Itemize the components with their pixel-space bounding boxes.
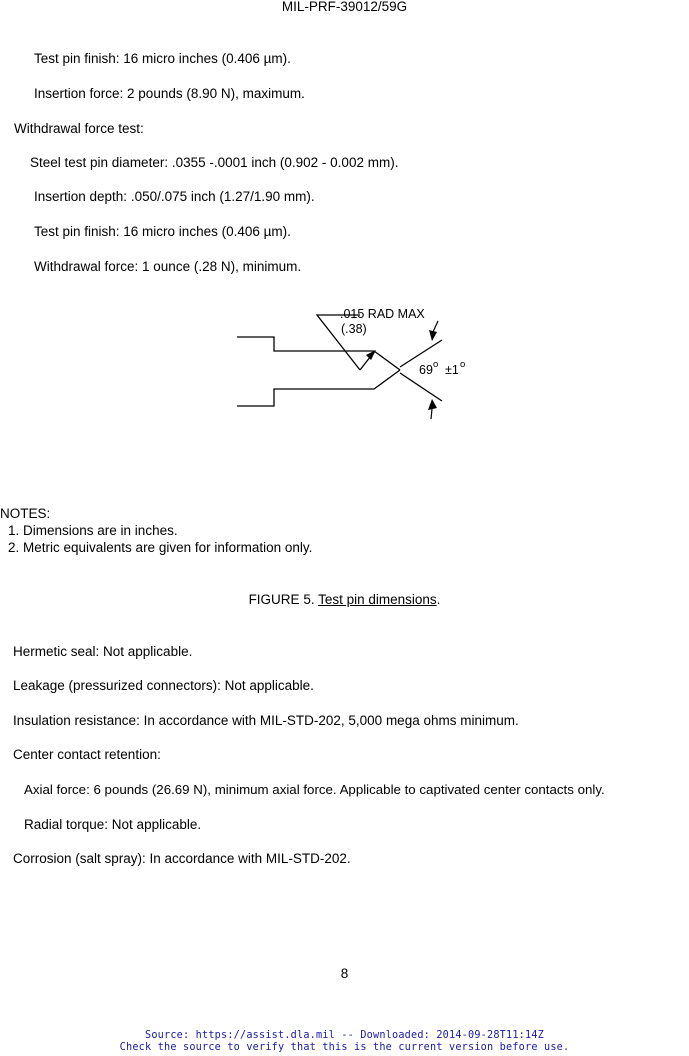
withdrawal-force: Withdrawal force: 1 ounce (.28 N), minimum. [34,259,302,274]
note-item: 1. Dimensions are in inches. [8,523,178,538]
axial-force: Axial force: 6 pounds (26.69 N), minimum axial force. Applicable to captivated center contacts only. [24,782,605,797]
figure-caption-label: FIGURE 5. [248,592,319,607]
radius-metric-label: (.38) [341,322,367,336]
center-contact-retention: Center contact retention: [13,747,161,762]
verify-line: Check the source to verify that this is the current version before use. [119,1042,570,1053]
radial-torque: Radial torque: Not applicable. [24,817,202,832]
page-number: 8 [340,966,349,981]
note-item: 2. Metric equivalents are given for information only. [8,540,313,555]
angle-degree-symbol: o [433,359,439,370]
test-pin-drawing [0,295,689,435]
leakage: Leakage (pressurized connectors): Not applicable. [13,678,314,693]
radius-label: .015 RAD MAX [340,307,425,321]
insertion-test-pin-finish: Test pin finish: 16 micro inches (0.406 µm). [34,51,291,66]
angle-extension-lower [400,373,442,401]
angle-tolerance: ±1 [445,363,459,377]
hermetic-seal: Hermetic seal: Not applicable. [13,644,193,659]
withdrawal-test-heading: Withdrawal force test: [14,121,144,136]
figure-caption-period: . [436,592,441,607]
angle-arrowhead-lower [428,399,437,410]
figure-caption [0,592,689,608]
figure-caption-title: Test pin dimensions [318,592,437,607]
pin-outline-upper [237,337,400,370]
withdrawal-test-pin-finish: Test pin finish: 16 micro inches (0.406 µm). [34,224,291,239]
angle-value: 69 [419,363,433,377]
source-line: Source: https://assist.dla.mil -- Downloaded: 2014-09-28T11:14Z [144,1030,544,1041]
tolerance-degree-symbol: o [460,359,466,370]
notes-heading: NOTES: [0,506,51,521]
insulation-resistance: Insulation resistance: In accordance with MIL-STD-202, 5,000 mega ohms minimum. [13,713,519,728]
pin-outline-lower [237,370,400,406]
document-id-header: MIL-PRF-39012/59G [281,0,408,14]
insertion-depth: Insertion depth: .050/.075 inch (1.27/1.90 mm). [34,189,315,204]
steel-test-pin-diameter: Steel test pin diameter: .0355 -.0001 inch (0.902 - 0.002 mm). [30,155,399,170]
insertion-force: Insertion force: 2 pounds (8.90 N), maximum. [34,86,305,101]
corrosion-salt-spray: Corrosion (salt spray): In accordance with MIL-STD-202. [13,851,351,866]
angle-arrowhead-upper [429,330,437,341]
